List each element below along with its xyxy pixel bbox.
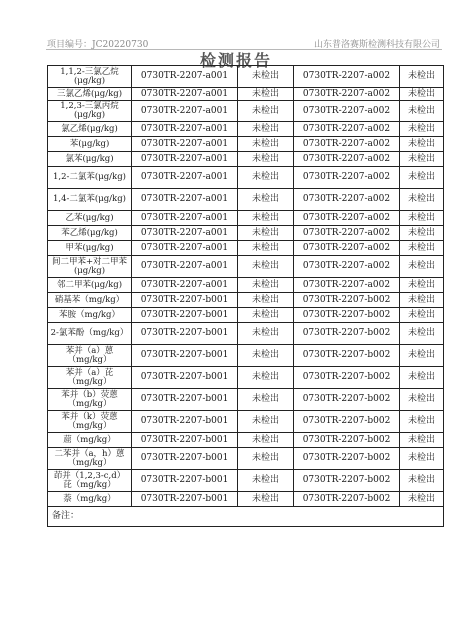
item-cell: 三氯乙烯(μg/kg) (48, 88, 132, 101)
sample-id-b-cell: 0730TR-2207-b002 (294, 323, 400, 345)
sample-id-b-cell: 0730TR-2207-b002 (294, 345, 400, 367)
sample-id-a-cell: 0730TR-2207-b001 (132, 367, 238, 389)
result-a-cell: 未检出 (238, 122, 294, 137)
sample-id-a-cell: 0730TR-2207-a001 (132, 226, 238, 241)
results-table (47, 65, 444, 527)
result-a-cell: 未检出 (238, 211, 294, 226)
result-a-cell: 未检出 (238, 256, 294, 278)
result-a-cell: 未检出 (238, 389, 294, 411)
sample-id-a-cell: 0730TR-2207-a001 (132, 122, 238, 137)
result-b-cell: 未检出 (400, 256, 444, 278)
item-cell: 二苯并（a，h）蒽（mg/kg） (48, 448, 132, 470)
sample-id-b-cell: 0730TR-2207-a002 (294, 152, 400, 167)
table-row (48, 448, 444, 470)
sample-id-b-cell: 0730TR-2207-b002 (294, 492, 400, 507)
sample-id-a-cell: 0730TR-2207-a001 (132, 137, 238, 152)
result-b-cell: 未检出 (400, 88, 444, 101)
sample-id-b-cell: 0730TR-2207-a002 (294, 241, 400, 256)
result-b-cell: 未检出 (400, 101, 444, 122)
table-row (48, 433, 444, 448)
result-b-cell: 未检出 (400, 152, 444, 167)
result-a-cell: 未检出 (238, 241, 294, 256)
item-cell: 甲苯(μg/kg) (48, 241, 132, 256)
item-cell: 苯并（k）荧蒽（mg/kg） (48, 411, 132, 433)
sample-id-b-cell: 0730TR-2207-b002 (294, 308, 400, 323)
table-row (48, 88, 444, 101)
result-b-cell: 未检出 (400, 122, 444, 137)
table-row (48, 241, 444, 256)
item-cell: 1,4-二氯苯(μg/kg) (48, 189, 132, 211)
result-a-cell: 未检出 (238, 411, 294, 433)
sample-id-b-cell: 0730TR-2207-a002 (294, 88, 400, 101)
item-cell: 1,2,3-三氯丙烷(μg/kg) (48, 101, 132, 122)
item-cell: 氯苯(μg/kg) (48, 152, 132, 167)
sample-id-b-cell: 0730TR-2207-a002 (294, 256, 400, 278)
item-cell: 苯并（a）芘（mg/kg） (48, 367, 132, 389)
result-a-cell: 未检出 (238, 278, 294, 293)
result-b-cell: 未检出 (400, 345, 444, 367)
result-b-cell: 未检出 (400, 137, 444, 152)
sample-id-a-cell: 0730TR-2207-b001 (132, 389, 238, 411)
result-b-cell: 未检出 (400, 66, 444, 88)
result-b-cell: 未检出 (400, 278, 444, 293)
sample-id-b-cell: 0730TR-2207-b002 (294, 470, 400, 492)
table-row (48, 226, 444, 241)
sample-id-a-cell: 0730TR-2207-b001 (132, 323, 238, 345)
sample-id-a-cell: 0730TR-2207-a001 (132, 66, 238, 88)
sample-id-a-cell: 0730TR-2207-a001 (132, 152, 238, 167)
table-row (48, 152, 444, 167)
table-row (48, 167, 444, 189)
sample-id-a-cell: 0730TR-2207-a001 (132, 88, 238, 101)
sample-id-a-cell: 0730TR-2207-a001 (132, 189, 238, 211)
item-cell: 1,2-二氯苯(μg/kg) (48, 167, 132, 189)
sample-id-a-cell: 0730TR-2207-a001 (132, 101, 238, 122)
item-cell: 乙苯(μg/kg) (48, 211, 132, 226)
sample-id-a-cell: 0730TR-2207-a001 (132, 211, 238, 226)
result-a-cell: 未检出 (238, 101, 294, 122)
page-title: 检测报告 (199, 51, 272, 70)
result-a-cell: 未检出 (238, 323, 294, 345)
table-row (48, 323, 444, 345)
sample-id-b-cell: 0730TR-2207-a002 (294, 278, 400, 293)
item-cell: 间二甲苯+对二甲苯(μg/kg) (48, 256, 132, 278)
sample-id-a-cell: 0730TR-2207-b001 (132, 433, 238, 448)
sample-id-b-cell: 0730TR-2207-b002 (294, 389, 400, 411)
sample-id-a-cell: 0730TR-2207-b001 (132, 470, 238, 492)
table-row (48, 470, 444, 492)
table-row (48, 101, 444, 122)
table-row (48, 211, 444, 226)
table-row (48, 492, 444, 507)
sample-id-b-cell: 0730TR-2207-a002 (294, 66, 400, 88)
sample-id-b-cell: 0730TR-2207-b002 (294, 448, 400, 470)
item-cell: 苯乙烯(μg/kg) (48, 226, 132, 241)
result-b-cell: 未检出 (400, 389, 444, 411)
result-a-cell: 未检出 (238, 226, 294, 241)
sample-id-a-cell: 0730TR-2207-b001 (132, 345, 238, 367)
sample-id-a-cell: 0730TR-2207-b001 (132, 492, 238, 507)
result-b-cell: 未检出 (400, 448, 444, 470)
table-row (48, 66, 444, 88)
table-row (48, 367, 444, 389)
table-row (48, 345, 444, 367)
item-cell: 苯并（b）荧蒽（mg/kg） (48, 389, 132, 411)
result-b-cell: 未检出 (400, 211, 444, 226)
sample-id-a-cell: 0730TR-2207-a001 (132, 167, 238, 189)
result-b-cell: 未检出 (400, 241, 444, 256)
sample-id-b-cell: 0730TR-2207-b002 (294, 367, 400, 389)
item-cell: 萘（mg/kg） (48, 492, 132, 507)
result-b-cell: 未检出 (400, 293, 444, 308)
sample-id-a-cell: 0730TR-2207-a001 (132, 278, 238, 293)
item-cell: 苯(μg/kg) (48, 137, 132, 152)
table-row (48, 256, 444, 278)
result-a-cell: 未检出 (238, 433, 294, 448)
result-b-cell: 未检出 (400, 189, 444, 211)
sample-id-b-cell: 0730TR-2207-a002 (294, 211, 400, 226)
sample-id-a-cell: 0730TR-2207-b001 (132, 308, 238, 323)
item-cell: 䓛（mg/kg） (48, 433, 132, 448)
table-row (48, 189, 444, 211)
result-a-cell: 未检出 (238, 345, 294, 367)
result-b-cell: 未检出 (400, 308, 444, 323)
sample-id-b-cell: 0730TR-2207-a002 (294, 226, 400, 241)
result-b-cell: 未检出 (400, 411, 444, 433)
result-a-cell: 未检出 (238, 88, 294, 101)
item-cell: 硝基苯（mg/kg） (48, 293, 132, 308)
table-row (48, 122, 444, 137)
table-row (48, 278, 444, 293)
result-a-cell: 未检出 (238, 367, 294, 389)
sample-id-a-cell: 0730TR-2207-b001 (132, 293, 238, 308)
result-b-cell: 未检出 (400, 492, 444, 507)
sample-id-b-cell: 0730TR-2207-a002 (294, 189, 400, 211)
sample-id-a-cell: 0730TR-2207-b001 (132, 448, 238, 470)
result-b-cell: 未检出 (400, 167, 444, 189)
sample-id-b-cell: 0730TR-2207-a002 (294, 122, 400, 137)
result-a-cell: 未检出 (238, 167, 294, 189)
table-row (48, 411, 444, 433)
result-b-cell: 未检出 (400, 367, 444, 389)
sample-id-b-cell: 0730TR-2207-a002 (294, 167, 400, 189)
result-a-cell: 未检出 (238, 492, 294, 507)
table-row (48, 293, 444, 308)
sample-id-b-cell: 0730TR-2207-b002 (294, 293, 400, 308)
report-number: 项目编号：JC20220730 (47, 40, 149, 50)
result-b-cell: 未检出 (400, 433, 444, 448)
result-a-cell: 未检出 (238, 189, 294, 211)
result-b-cell: 未检出 (400, 323, 444, 345)
result-b-cell: 未检出 (400, 470, 444, 492)
table-row (48, 389, 444, 411)
sample-id-b-cell: 0730TR-2207-a002 (294, 137, 400, 152)
result-a-cell: 未检出 (238, 308, 294, 323)
sample-id-b-cell: 0730TR-2207-a002 (294, 101, 400, 122)
result-b-cell: 未检出 (400, 226, 444, 241)
item-cell: 2-氯苯酚（mg/kg） (48, 323, 132, 345)
result-a-cell: 未检出 (238, 470, 294, 492)
item-cell: 茚并（1,2,3-c,d）芘（mg/kg） (48, 470, 132, 492)
item-cell: 1,1,2-三氯乙烷(μg/kg) (48, 66, 132, 88)
result-a-cell: 未检出 (238, 293, 294, 308)
sample-id-a-cell: 0730TR-2207-a001 (132, 241, 238, 256)
item-cell: 氯乙烯(μg/kg) (48, 122, 132, 137)
note-cell: 备注： (48, 507, 444, 527)
sample-id-b-cell: 0730TR-2207-b002 (294, 433, 400, 448)
table-row (48, 137, 444, 152)
result-a-cell: 未检出 (238, 152, 294, 167)
company-name: 山东普洛赛斯检测科技有限公司 (313, 40, 440, 50)
result-a-cell: 未检出 (238, 66, 294, 88)
result-a-cell: 未检出 (238, 137, 294, 152)
sample-id-b-cell: 0730TR-2207-b002 (294, 411, 400, 433)
item-cell: 苯胺（mg/kg） (48, 308, 132, 323)
item-cell: 苯并（a）蒽（mg/kg） (48, 345, 132, 367)
sample-id-a-cell: 0730TR-2207-b001 (132, 411, 238, 433)
result-a-cell: 未检出 (238, 448, 294, 470)
sample-id-a-cell: 0730TR-2207-a001 (132, 256, 238, 278)
table-row (48, 308, 444, 323)
item-cell: 邻二甲苯(μg/kg) (48, 278, 132, 293)
